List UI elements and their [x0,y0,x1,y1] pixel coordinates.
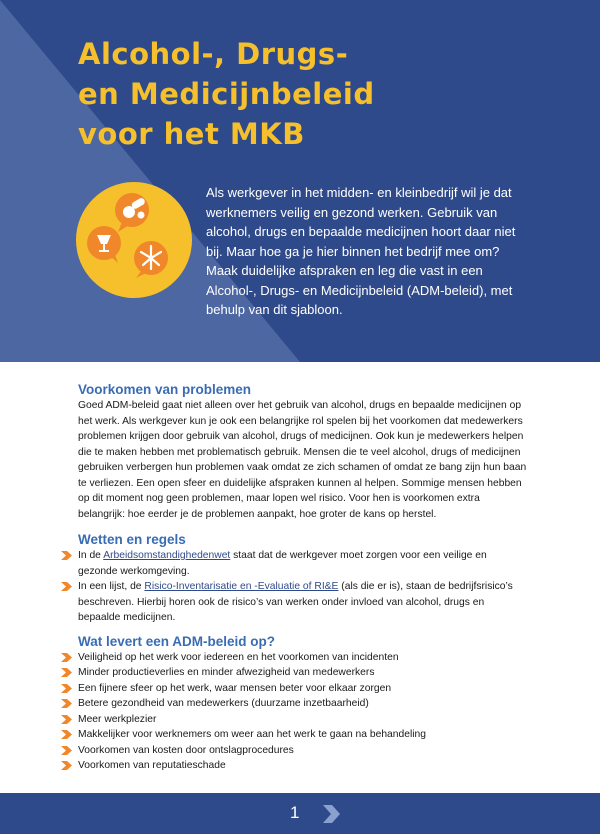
rules-list [78,548,528,626]
next-page-arrow-icon[interactable] [318,799,348,829]
benefit-text: Een fijnere sfeer op het werk, waar mensen beter voor elkaar zorgen [78,682,392,694]
benefit-text: Betere gezondheid van medewerkers (duurzame inzetbaarheid) [78,698,369,709]
title-line-1: Alcohol-, Drugs- [78,37,349,71]
benefit-text: Voorkomen van kosten door ontslagprocedures [78,744,294,756]
benefit-text: Voorkomen van reputatieschade [78,760,226,771]
arbowet-link[interactable]: Arbeidsomstandighedenwet [103,550,231,561]
chevron-right-icon [61,761,72,770]
list-item [78,712,528,728]
list-item [78,548,528,579]
chevron-right-icon [61,668,72,677]
prevention-section [78,382,528,522]
chevron-right-icon [61,715,72,724]
chevron-right-icon [61,730,72,739]
page-title [78,34,375,154]
rules-section [78,532,528,626]
page-number: 1 [290,803,300,822]
chevron-right-icon [61,551,72,560]
header-banner [0,0,600,362]
chevron-right-icon [61,684,72,693]
chevron-right-icon [61,582,72,591]
benefit-text: Veiligheid op het werk voor iedereen en het voorkomen van incidenten [78,651,399,663]
list-item [78,681,528,697]
rule-text-pre: In de [78,550,104,561]
intro-text: Als werkgever in het midden- en kleinbedrijf wil je dat werknemers veilig en gezond werken. Gebruik van alcohol, drugs en bepaalde medicijnen hoort daar niet bij. Maar hoe ga je hier binnen het bedrijf mee om? Maak duidelijke afspraken en leg die vast in een Alcohol-, Drugs- en Medicijnbeleid (ADM-beleid), met behulp van dit sjabloon. [206,185,516,317]
title-line-2: en Medicijnbeleid [78,77,375,111]
prevention-body: Goed ADM-beleid gaat niet alleen over het gebruik van alcohol, drugs en bepaalde medicijnen op het werk. Als werkgever kun je ook een belangrijke rol spelen bij het voorkomen dat medewerkers problemen krijgen door gebruik van alcohol, drugs of medicijnen. Ook kun je medewerkers helpen die te maken hebben met problematisch gebruik. Mensen die te veel alcohol, drugs of medicijnen gebruiken verbergen hun problemen vaak omdat ze zich schamen of omdat ze bang zijn hun baan te verliezen. Een open sfeer en duidelijke afspraken kunnen al helpen. Sommige mensen hebben op dit moment nog geen problemen, maar lopen wel risico. Voor hen is voorkomen extra belangrijk: hoe eerder je de problemen aanpakt, hoe groter de kans op herstel. [78,400,527,520]
rie-link[interactable]: Risico-Inventarisatie en -Evaluatie of RI&E [144,581,339,592]
rules-heading: Wetten en regels [78,532,186,547]
benefit-text: Meer werkplezier [78,713,157,725]
list-item [78,743,528,759]
benefits-section [78,634,528,774]
rule-text-pre: In een lijst, de [78,581,145,592]
benefit-text: Minder productieverlies en minder afwezigheid van medewerkers [78,667,375,678]
footer-bar [0,793,600,834]
chevron-right-icon [61,746,72,755]
rule-text-post: staat dat de werkgever moet zorgen voor een veilige en gezonde werkomgeving. [78,550,487,577]
list-item [78,650,528,666]
benefit-text: Makkelijker voor werknemers om weer aan het werk te gaan na behandeling [78,729,426,740]
list-item [78,727,528,743]
prevention-heading: Voorkomen van problemen [78,382,252,397]
substances-badge-icon [74,180,194,300]
list-item [78,696,528,712]
list-item [78,579,528,626]
rule-text-post: (als die er is), staan de bedrijfsrisico’s beschreven. Hierbij horen ook de risico’s van werken onder invloed van alcohol, drugs en bepaalde medicijnen. [78,581,513,623]
list-item [78,665,528,681]
content [78,382,528,774]
list-item [78,758,528,774]
benefits-list [78,650,528,774]
chevron-right-icon [61,699,72,708]
chevron-right-icon [61,653,72,662]
benefits-heading: Wat levert een ADM-beleid op? [78,633,276,649]
title-line-3: voor het MKB [78,117,305,151]
